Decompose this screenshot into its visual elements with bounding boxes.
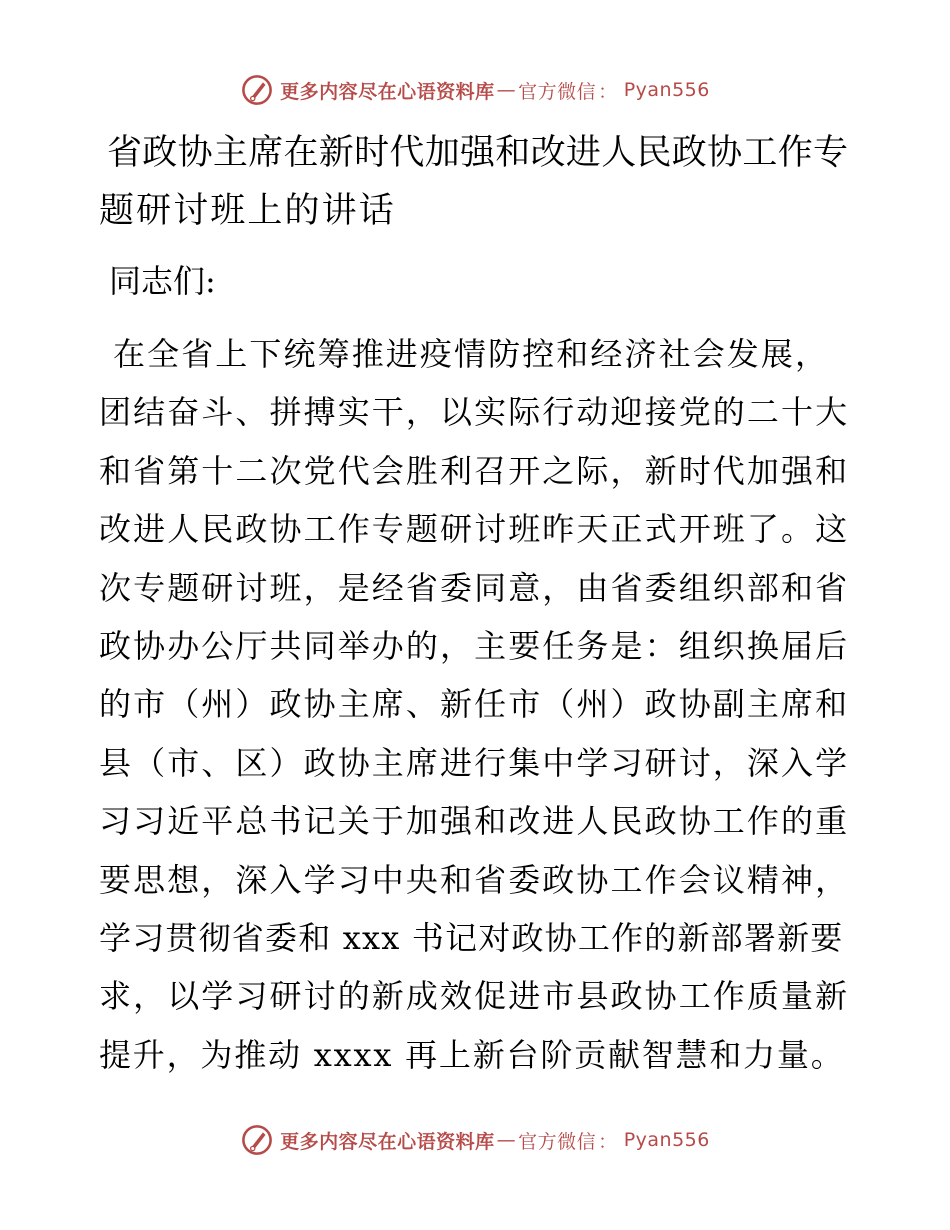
footer-banner [0,1122,950,1158]
paragraph-line: 要思想，深入学习中央和省委政协工作会议精神， [99,860,850,899]
banner-wechat-id: Pyan556 [623,1129,710,1151]
paragraph-line: 提升，为推动 xxxx 再上新台阶贡献智慧和力量。 [99,1035,845,1074]
banner-main-text: 更多内容尽在心语资料库 [280,1130,495,1153]
paragraph-line: 政协办公厅共同举办的，主要任务是：组织换届后 [99,626,850,665]
paragraph-line: 团结奋斗、拼搏实干，以实际行动迎接党的二十大 [99,393,850,432]
banner-dash: — [496,1129,517,1151]
banner-dash: — [496,79,517,101]
banner-official-label: 官方微信 [518,1130,597,1153]
header-banner [0,72,950,108]
paragraph-line: 学习贯彻省委和 xxx 书记对政协工作的新部署新要 [99,918,844,957]
paragraph-line: 改进人民政协工作专题研讨班昨天正式开班了。这 [99,510,850,549]
title-line: 题研讨班上的讲话 [99,191,396,232]
paragraph-line: 求，以学习研讨的新成效促进市县政协工作质量新 [99,977,850,1016]
banner-colon: ： [598,1130,618,1153]
paragraph-line: 县（市、区）政协主席进行集中学习研讨，深入学 [99,743,850,782]
banner-official-label: 官方微信 [518,80,597,103]
paragraph-line: 的市（州）政协主席、新任市（州）政协副主席和 [99,685,850,724]
banner-wechat-id: Pyan556 [623,79,710,101]
title-line: 省政协主席在新时代加强和改进人民政协工作专 [107,133,849,173]
paragraph-line: 在全省上下统筹推进疫情防控和经济社会发展， [113,335,830,373]
salutation: 同志们: [109,262,216,300]
pen-nib-logo-icon [240,73,274,107]
paragraph-line: 和省第十二次党代会胜利召开之际，新时代加强和 [99,451,850,490]
body-paragraph [99,325,849,1084]
document-title [99,124,849,241]
banner-main-text: 更多内容尽在心语资料库 [280,80,495,103]
paragraph-line: 次专题研讨班，是经省委同意，由省委组织部和省 [99,568,850,607]
pen-nib-logo-icon [240,1123,274,1157]
banner-colon: ： [598,80,618,103]
paragraph-line: 习习近平总书记关于加强和改进人民政协工作的重 [99,802,850,841]
